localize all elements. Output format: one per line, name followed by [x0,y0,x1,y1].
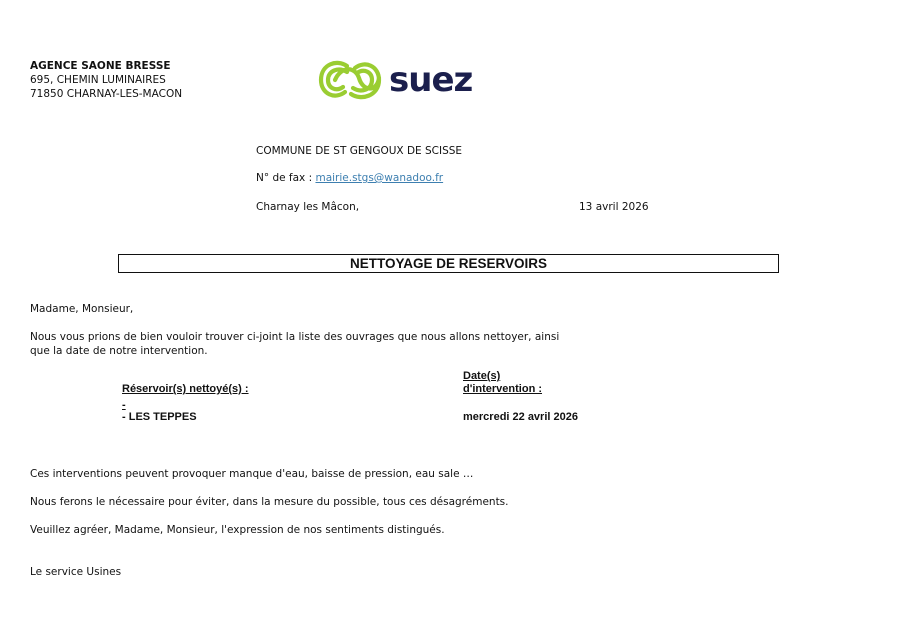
warning-line-2: Nous ferons le nécessaire pour éviter, dans la mesure du possible, tous ces désagréments. [30,496,509,508]
signature: Le service Usines [30,566,122,578]
fax-line [256,172,443,184]
table-row-date: mercredi 22 avril 2026 [463,411,578,423]
salutation: Madame, Monsieur, [30,303,134,315]
column-header-date-line1: Date(s) [463,370,501,382]
column-header-reservoir: Réservoir(s) nettoyé(s) : [122,383,249,395]
warning-line-1: Ces interventions peuvent provoquer manque d'eau, baisse de pression, eau sale … [30,468,474,480]
suez-logo [317,56,482,104]
suez-swirl-logo-icon [317,56,482,104]
fax-label: N° de fax : [256,172,316,184]
sender-name: AGENCE SAONE BRESSE [30,60,171,72]
letter-title: NETTOYAGE DE RESERVOIRS [118,254,779,273]
recipient-name: COMMUNE DE ST GENGOUX DE SCISSE [256,145,463,157]
intro-line-1: Nous vous prions de bien vouloir trouver ci-joint la liste des ouvrages que nous allons nettoyer, ainsi [30,331,560,343]
sender-city: 71850 CHARNAY-LES-MACON [30,88,183,100]
intro-line-2: que la date de notre intervention. [30,345,208,357]
sender-street: 695, CHEMIN LUMINAIRES [30,74,166,86]
letter-date: 13 avril 2026 [579,201,649,213]
logo-text: suez [389,60,473,100]
table-row-reservoir: - LES TEPPES [122,411,197,423]
column-header-date-line2: d'intervention : [463,383,543,395]
fax-email-link[interactable]: mairie.stgs@wanadoo.fr [315,172,444,184]
letter-place: Charnay les Mâcon, [256,201,360,213]
table-dash: - [122,399,126,411]
closing-line: Veuillez agréer, Madame, Monsieur, l'expression de nos sentiments distingués. [30,524,445,536]
